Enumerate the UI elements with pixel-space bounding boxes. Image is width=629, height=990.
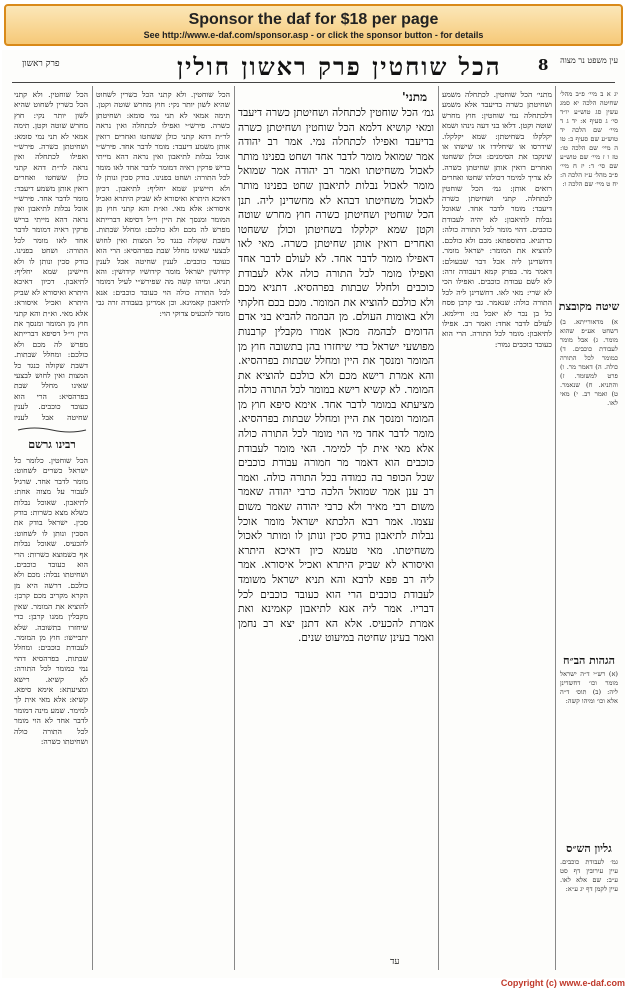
copyright-notice[interactable]: Copyright (c) www.e-daf.com — [500, 978, 625, 988]
mishna-label: מתני' — [402, 90, 428, 104]
rashi-commentary: מתני׳ הכל שוחטין. לכתחלה משמע ושחיטתן כשרה בדיעבד אלא משמע דלכתחלה נמי שוחטין: חוץ מחרש שוטה וקטן. דלאו בני דעה נינהו ושמא יקלקלו בשחיטתן: שמא יקלקלו. שידרסו או שיחלידו או שישהו או שינקבו את הסימנים: וכולן ששחטו ואחרים רואין אותן שחיטתן כשרה. לא צריך למימר דכולהו שחטו ואחרים רואים אותן: גמ׳ הכל שוחטין לכתחלה. קתני ושחיטתן כשרה דיעבד: מומר לדבר אחד. שאוכל נבלות לתיאבון: לא יהיה לעבודת כוכבים. דהוי מומר לכל התורה כולה: כדתניא. בתוספתא: מכם ולא כולכם. להוציא את המומר: ישראל מומר. דחשדינן ליה אכל דבר שבעולם: דאמר מר. בפרק קמא דעבודה זרה: לא לשם עבודת כוכבים. ואפילו הכי לא שרי: מאי לאו. דחשדינן ליה לכל התורה כולה: שנאמר. גבי קרבן פסח כל בן נכר לא יאכל בו: ודילמא. לעולם לדבר אחד: ואמר רב. אפילו לתיאבון: מומר לכל התורה. הרי הוא כעובד כוכבים גמור: — [442, 90, 552, 349]
column-divider — [92, 86, 93, 970]
column-divider — [438, 86, 439, 970]
rabbenu-gershom-commentary: הכל שוחטין. כלומר כל ישראל כשרים לשחוט: מומר לדבר אחד. שרגיל לעבור על מצוה אחת: לתיאבון. שאוכל נבלות כשלא מצא כשרות: בודק סכין. ישראל בודק את הסכין ונותן לו לשחוט: להכעיס. שאוכל נבלות אף כשמוצא כשרות: הרי הוא כעובד כוכבים. ושחיטתו נבלה: מכם ולא כולכם. דרשה היא מן הקרא מקריב מכם קרבן: להוציא את המומר. שאין מקבלין ממנו קרבן: כדי שיחזרו בתשובה. שלא יתביישו: חוץ מן המומר. לעבודת כוכבים: ומחלל שבתות. בפרהסיא דהוי נמי כמומר לכל התורה: לא קשיא. רישא ומציעתא: אימא סיפא. קשיא: אלא מאי אית לך למימר. שמע מינה דמומר לדבר אחד לא הוי מומר לכל התורה כולה ושחיטתו כשרה: — [14, 456, 88, 746]
running-head-title: הכל שוחטין פרק ראשון חולין — [177, 52, 502, 81]
catchword: עד — [390, 957, 400, 967]
sponsor-subtitle[interactable]: See http://www.e-daf.com/sponsor.asp - or click the sponsor button - for details — [143, 30, 484, 40]
sponsor-banner[interactable] — [4, 4, 623, 46]
talmud-page-scan — [2, 50, 625, 978]
gilyon-hashas-column: גמ׳ לעבודת כוכבים. עיין עירובין דף סט ע״ב: שם אלא לאו. עיין לקמן דף יג ע״א: — [560, 858, 618, 893]
page-number: 8 — [538, 56, 549, 74]
shita-mekubetzet-heading: שיטה מקובצת — [558, 300, 620, 313]
tosafot-commentary: הכל שוחטין. ולא קתני הכל כשרין לשחוט שהיא לשון יותר נקי: חוץ מחרש שוטה וקטן. תימה אמאי לא תני נמי סומא: ושחיטתן כשרה. פירש״י ואפילו לכתחלה ואין נראה לר״ת דהא קתני כולן ששחטו ואחרים רואין אותן משמע דיעבד: מומר לדבר אחד. פירש״י אוכל נבלות לתיאבון ואין נראה דהא מייתי בריש פרקין ראיה דמומר לדבר אחד לאו מומר לכל התורה: ושחט בפנינו. בודק סכין ונותן לו ולא חיישינן שמא יחליף: לתיאבון. דכיון דאיכא היתרא ואיסורא לא שביק היתרא ואכיל איסורא: אלא מאי. וא״ת והא קתני חוץ מן המומר ומנסך את היין וי״ל דסיפא דברייתא מפרש לה מכם ולא כולכם: ומחלל שבתות. דשבת שקולה כנגד כל המצות ואין לחוש לבצעי שאינו מחלל שבת בפרהסיא: הרי הוא כעובד כוכבים. לענין שחיטה אבל לענין קידושין ישראל מומר קידושיו קידושין: והא תניא. ומיהו קשה מה שפירש״י לעיל דמומר לכל התורה כולה הוי כעובד כוכבים: אנא לתיאבון קאמינא. וכן אמרינן בעבודה זרה גבי מומר להכעיס צדוקי הוי: — [96, 90, 230, 318]
running-head-left: פרק ראשון — [22, 59, 60, 69]
hagahot-habach-heading: הגהות הב״ח — [563, 654, 615, 667]
column-divider — [555, 86, 556, 970]
outer-commentary-upper: הכל שוחטין. ולא קתני הכל כשרין לשחוט שהיא לשון יותר נקי: חוץ מחרש שוטה וקטן. תימה אמאי לא תני נמי סומא: ושחיטתן כשרה. פירש״י ואפילו לכתחלה ואין נראה לר״ת דהא קתני כולן ששחטו ואחרים רואין אותן משמע דיעבד: מומר לדבר אחד. פירש״י אוכל נבלות לתיאבון ואין נראה דהא מייתי בריש פרקין ראיה דמומר לדבר אחד לאו מומר לכל התורה: ושחט בפנינו. בודק סכין ונותן לו ולא חיישינן שמא יחליף: לתיאבון. דכיון דאיכא היתרא ואיסורא לא שביק היתרא ואכיל איסורא: אלא מאי. וא״ת והא קתני חוץ מן המומר ומנסך את היין וי״ל דסיפא דברייתא מפרש לה מכם ולא כולכם: ומחלל שבתות. דשבת שקולה כנגד כל המצות ואין לחוש לבצעי שאינו מחלל שבת בפרהסיא: הרי הוא כעובד כוכבים. לענין שחיטה אבל לענין — [14, 90, 88, 420]
ein-mishpat-column: יג א ב מיי׳ פ״ב מהל׳ שחיטה הלכה יא סמג עשין סג טוש״ע יו״ד סי׳ ג סעיף א: יד ג ד מיי׳ שם הלכה יד טוש״ע שם סעיף ב: טו ה מיי׳ שם הלכה טו: טז ו ז מיי׳ שם טוש״ע שם סי׳ ד: יז ח מיי׳ פ״ב מהל׳ ע״ז הלכה ה: יח ט מיי׳ שם הלכה ו: — [560, 90, 618, 188]
hagahot-habach-column: (א) רש״י ד״ה ישראל מומר וכו׳ דחשדינן ליה: (ב) תוס׳ ד״ה אלא וכו׳ ומיהו קשה: — [560, 670, 618, 705]
header-rule — [12, 82, 615, 83]
divider-ornament — [16, 426, 88, 434]
gemara-main-text: גמ׳ הכל שוחטין לכתחלה ושחיטתן כשרה דיעבד ומאי קושיא דלמא הכל שוחטין ושחיטתן כשרה בדיעבד ואפילו לכתחלה נמי. אמר רב יהודה אמר שמואל מומר לדבר אחד ושחט בפנינו מותר לאכול משחיטתו ואמר רב יהודה אמר שמואל מומר לאכול נבלות לתיאבון שחט בפנינו מותר לאכול משחיטתו דבהא לא מחשדינן ליה. תנן הכל שוחטין ושחיטתן כשרה חוץ מחרש שוטה וקטן שמא יקלקלו בשחיטתן וכולן ששחטו ואחרים רואין אותן שחיטתן כשרה. מאי לאו דאפילו מומר לדבר אחד. לא לעולם לדבר אחד ואפילו מומר לכל התורה כולה אלא לעבודת כוכבים ולחלל שבתות בפרהסיא. דתניא מכם ולא כולכם להוציא את המומר. מכם בכם חלקתי ולא באומות העולם. מן הבהמה להביא בני אדם הדומים לבהמה מכאן אמרו מקבלין קרבנות מפושעי ישראל כדי שיחזרו בהן בתשובה חוץ מן המומר ומנסך את היין ומחלל שבתות בפרהסיא. והא אמרת רישא מכם ולא כולכם להוציא את המומר. לא קשיא רישא במומר לכל התורה כולה מציעתא במומר לדבר אחד. אימא סיפא חוץ מן המומר ומנסך את היין ומחלל שבתות בפרהסיא. מומר לדבר אחד מי הוי מומר לכל התורה כולה אלא מאי אית לך למימר. האי מומר לעבודת כוכבים הוא דאמר מר חמורה עבודת כוכבים שכל הכופר בה כמודה בכל התורה כולה. ואמר רב ענן אמר שמואל הלכה כרבי יהודה שאמר משום רבי מאיר ולא כרבי יהודה שאמר משום עצמו. אמר רבא הלכתא ישראל מומר אוכל נבלות לתיאבון בודק סכין ונותן לו ומותר לאכול משחיטתו. מאי טעמא כיון דאיכא היתרא ואיסורא לא שביק היתרא ואכיל איסורא. אמר ליה רב פפא לרבא והא תניא ישראל משומד לעבודת כוכבים הרי הוא כעובד כוכבים לכל דבריו. אמר ליה אנא לתיאבון קאמינא ואת אמרת להכעיס. אלא הא דתנן יצא רב נחמן ואמר בעינן שחיטה במיעוט שנים. — [238, 107, 434, 645]
sponsor-title[interactable]: Sponsor the daf for $18 per page — [188, 11, 439, 28]
margin-heading: עין משפט נר מצוה — [560, 56, 618, 65]
rabbenu-gershom-heading: רבינו גרשם — [28, 438, 76, 451]
gilyon-hashas-heading: גליון הש״ס — [566, 842, 612, 855]
column-divider — [234, 86, 235, 970]
shita-mekubetzet-column: א) מדאורייתא. ב) דשחט אע״פ שהוא מומר. ג) אבל מומר לעבודת כוכבים. ד) כמומר לכל התורה כולה. ה) דאמר מר. ו) פרט למשומד. ז) והתניא. ח) שנאמר. ט) ואמר רב. י) מאי לאו. — [560, 318, 618, 407]
